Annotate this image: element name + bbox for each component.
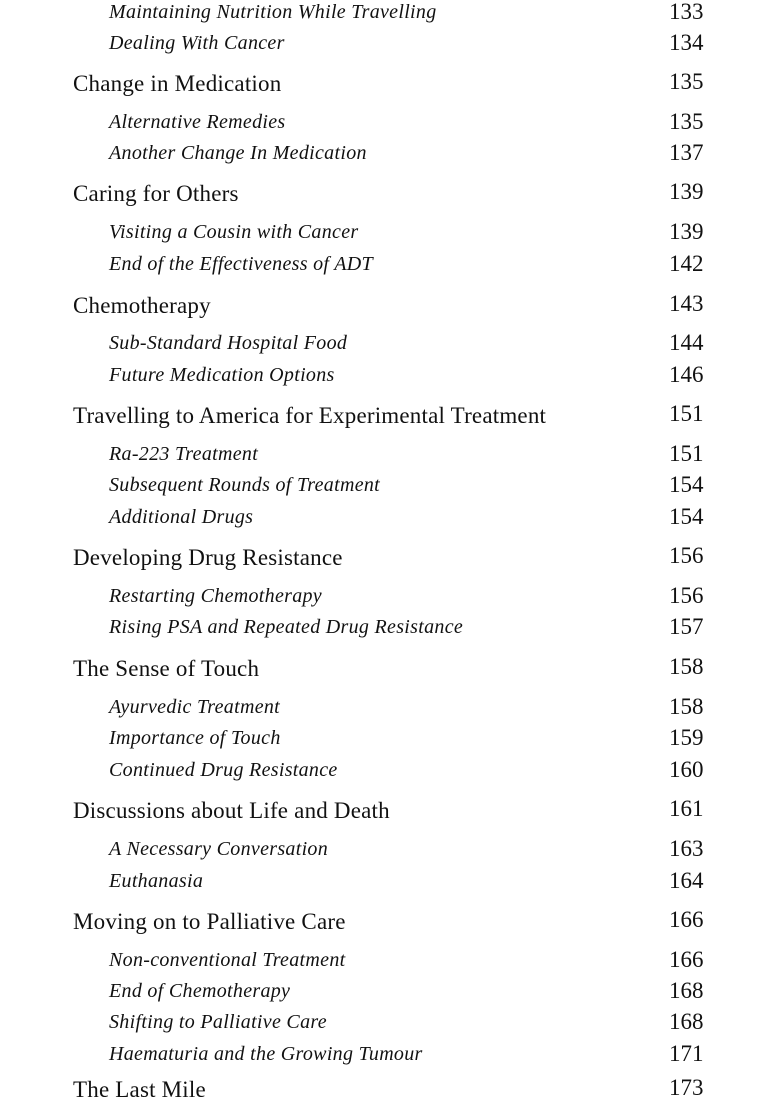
toc-page-number: 160 [669,757,704,782]
toc-page-number: 168 [669,1009,704,1034]
toc-section-title: Haematuria and the Growing Tumour [109,1043,423,1065]
toc-page-number: 139 [669,179,704,204]
toc-section-title: Rising PSA and Repeated Drug Resistance [109,616,464,638]
toc-section-title: Restarting Chemotherapy [109,585,322,607]
toc-chapter-title: Developing Drug Resistance [73,545,343,570]
toc-page-number: 135 [669,109,704,134]
toc-page-number: 164 [669,868,704,893]
toc-section-row [0,442,780,474]
toc-page-number: 142 [669,251,704,276]
toc-section-title: Another Change In Medication [109,142,367,164]
toc-chapter-row [0,180,780,212]
toc-section-row [0,1042,780,1074]
toc-section-row [0,110,780,142]
toc-page-number: 173 [669,1075,704,1100]
toc-section-title: Subsequent Rounds of Treatment [109,474,381,496]
toc-section-title: Additional Drugs [109,506,254,528]
toc-page-number: 146 [669,362,704,387]
toc-section-row [0,473,780,505]
toc-section-row [0,584,780,616]
toc-page-number: 135 [669,69,704,94]
toc-page-number: 154 [669,472,704,497]
toc-section-title: Sub-Standard Hospital Food [109,332,348,354]
toc-section-title: Maintaining Nutrition While Travelling [109,1,437,23]
toc-page-number: 134 [669,30,704,55]
toc-chapter-row [0,908,780,940]
toc-section-row [0,331,780,363]
toc-chapter-title: Caring for Others [73,181,239,206]
toc-chapter-title: The Last Mile [73,1077,206,1102]
toc-page-number: 171 [669,1041,704,1066]
toc-section-title: Non-conventional Treatment [109,949,346,971]
toc-section-title: End of the Effectiveness of ADT [109,253,373,275]
toc-section-row [0,141,780,173]
toc-chapter-row [0,402,780,434]
toc-section-row [0,220,780,252]
toc-chapter-row [0,1076,780,1108]
toc-section-title: Visiting a Cousin with Cancer [109,221,359,243]
toc-section-title: A Necessary Conversation [109,838,329,860]
toc-page-number: 154 [669,504,704,529]
toc-section-title: Future Medication Options [109,364,335,386]
toc-section-row [0,31,780,63]
toc-section-row [0,758,780,790]
toc-section-title: Shifting to Palliative Care [109,1011,327,1033]
toc-chapter-title: Discussions about Life and Death [73,798,390,823]
toc-chapter-row [0,544,780,576]
toc-chapter-row [0,70,780,102]
toc-chapter-row [0,292,780,324]
toc-page-number: 157 [669,614,704,639]
toc-page-number: 159 [669,725,704,750]
toc-section-row [0,726,780,758]
toc-chapter-row [0,655,780,687]
toc-section-row [0,615,780,647]
toc-page-number: 168 [669,978,704,1003]
toc-page-number: 166 [669,907,704,932]
toc-section-row [0,837,780,869]
toc-page-number: 156 [669,543,704,568]
toc-chapter-row [0,797,780,829]
toc-page-number: 158 [669,694,704,719]
toc-page-number: 151 [669,401,704,426]
toc-page-number: 166 [669,947,704,972]
toc-page-number: 161 [669,796,704,821]
toc-section-title: Importance of Touch [109,727,281,749]
toc-chapter-title: Travelling to America for Experimental Treatment [73,403,547,428]
toc-chapter-title: Change in Medication [73,71,282,96]
toc-section-title: Alternative Remedies [109,111,286,133]
toc-section-row [0,979,780,1011]
toc-section-title: Ayurvedic Treatment [109,696,281,718]
toc-page-number: 151 [669,441,704,466]
toc-chapter-title: Moving on to Palliative Care [73,909,346,934]
toc-section-row [0,695,780,727]
toc-section-title: Euthanasia [109,870,204,892]
toc-section-title: Continued Drug Resistance [109,759,338,781]
toc-section-row [0,505,780,537]
toc-section-row [0,948,780,980]
toc-page-number: 143 [669,291,704,316]
toc-section-title: Ra-223 Treatment [109,443,259,465]
toc-section-row [0,0,780,32]
toc-chapter-title: Chemotherapy [73,293,211,318]
toc-page-number: 139 [669,219,704,244]
toc-section-row [0,363,780,395]
toc-section-row [0,869,780,901]
toc-page-number: 144 [669,330,704,355]
toc-section-title: Dealing With Cancer [109,32,285,54]
toc-page-number: 156 [669,583,704,608]
toc-chapter-title: The Sense of Touch [73,656,260,681]
toc-page-number: 158 [669,654,704,679]
toc-section-row [0,252,780,284]
toc-section-row [0,1010,780,1042]
toc-page-number: 137 [669,140,704,165]
toc-section-title: End of Chemotherapy [109,980,291,1002]
toc-page-number: 133 [669,0,704,24]
toc-page-number: 163 [669,836,704,861]
